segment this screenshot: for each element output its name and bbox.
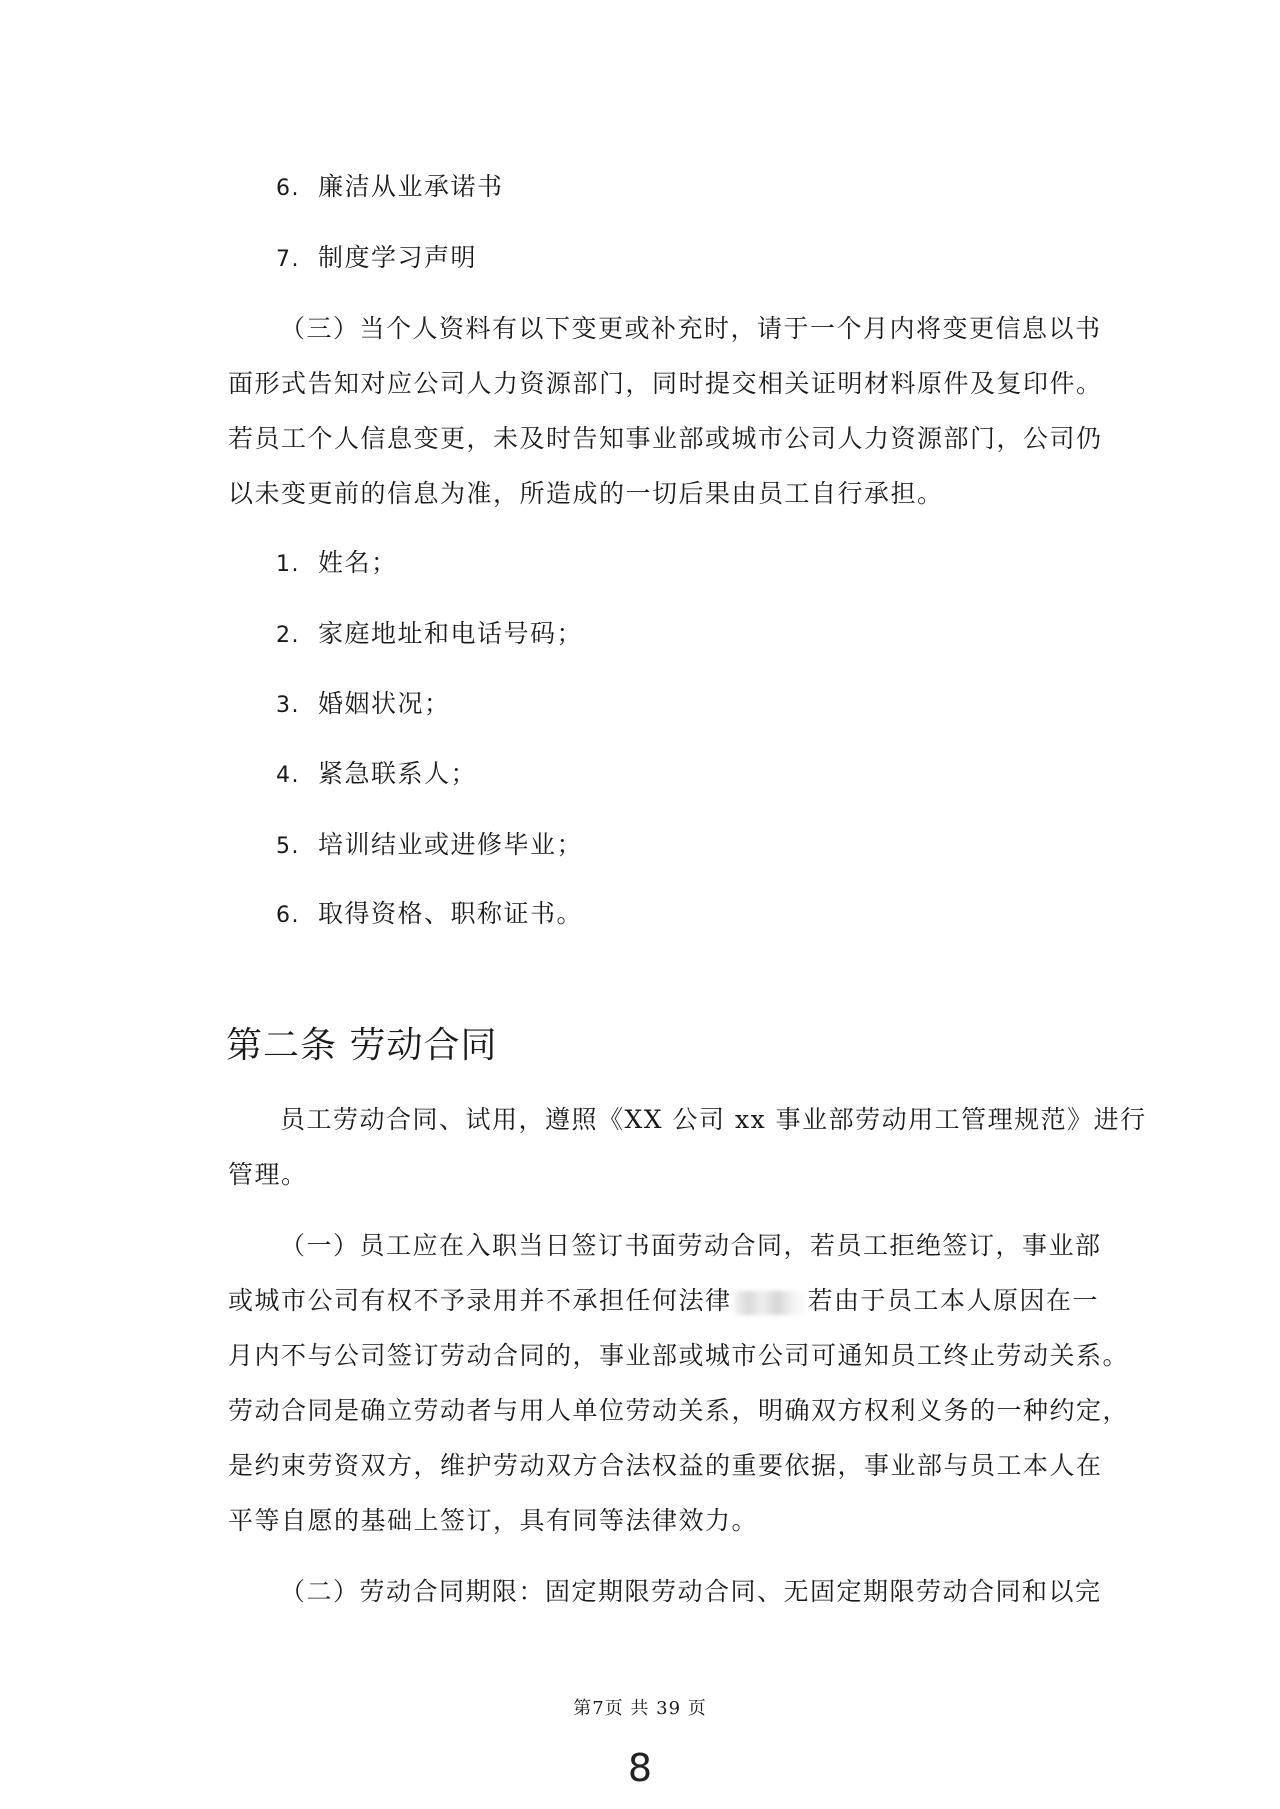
paragraph-line: 管理。 [228,1160,308,1189]
paragraph-line: 劳动合同是确立劳动者与用人单位劳动关系，明确双方权利义务的一种约定， [228,1396,1130,1425]
list-text: 姓名； [318,548,398,577]
list-number: 4. [276,763,300,788]
list-item [276,687,451,723]
list-text: 紧急联系人； [318,759,478,788]
list-number: 6. [276,903,300,928]
paragraph-line [228,1284,1099,1318]
paragraph-line: （三）当个人资料有以下变更或补充时，请于一个月内将变更信息以书 [280,314,1102,343]
list-item [276,617,583,653]
list-number: 3. [276,693,300,718]
list-text: 婚姻状况； [318,689,451,718]
list-item [276,241,477,277]
page-number: 8 [627,1746,653,1790]
page-footer: 第7页 共 39 页 [573,1698,707,1719]
list-item [276,546,398,582]
list-number: 6. [276,176,300,201]
paragraph-line: 员工劳动合同、试用，遵照《XX 公司 xx 事业部劳动用工管理规范》进行 [280,1105,1147,1134]
blurred-redaction [734,1291,806,1315]
paragraph-line: 若员工个人信息变更，未及时告知事业部或城市公司人力资源部门，公司仍 [228,424,1103,453]
list-number: 5. [276,834,300,859]
paragraph-line: （一）员工应在入职当日签订书面劳动合同，若员工拒绝签订，事业部 [280,1231,1102,1260]
section-heading: 第二条 劳动合同 [226,1025,498,1066]
text-segment: 或城市公司有权不予录用并不承担任何法律 [228,1286,732,1315]
list-item [276,828,583,864]
list-item [276,897,583,933]
list-item [276,757,477,793]
paragraph-line: 面形式告知对应公司人力资源部门，同时提交相关证明材料原件及复印件。 [228,369,1103,398]
paragraph-line: 平等自愿的基础上签订，具有同等法律效力。 [228,1506,759,1535]
text-segment: 若由于员工本人原因在一 [807,1286,1100,1315]
list-number: 7. [276,247,300,272]
paragraph-line: 是约束劳资双方，维护劳动双方合法权益的重要依据，事业部与员工本人在 [228,1451,1103,1480]
list-number: 1. [276,552,300,577]
list-text: 家庭地址和电话号码； [318,619,584,648]
paragraph-line: 月内不与公司签订劳动合同的，事业部或城市公司可通知员工终止劳动关系。 [228,1341,1130,1370]
list-text: 取得资格、职称证书。 [318,899,584,928]
paragraph-line: （二）劳动合同期限：固定期限劳动合同、无固定期限劳动合同和以完 [280,1577,1102,1606]
list-number: 2. [276,623,300,648]
list-text: 培训结业或进修毕业； [318,830,584,859]
list-text: 廉洁从业承诺书 [318,172,504,201]
paragraph-line: 以未变更前的信息为准，所造成的一切后果由员工自行承担。 [228,479,944,508]
list-item [276,170,504,206]
list-text: 制度学习声明 [318,243,478,272]
